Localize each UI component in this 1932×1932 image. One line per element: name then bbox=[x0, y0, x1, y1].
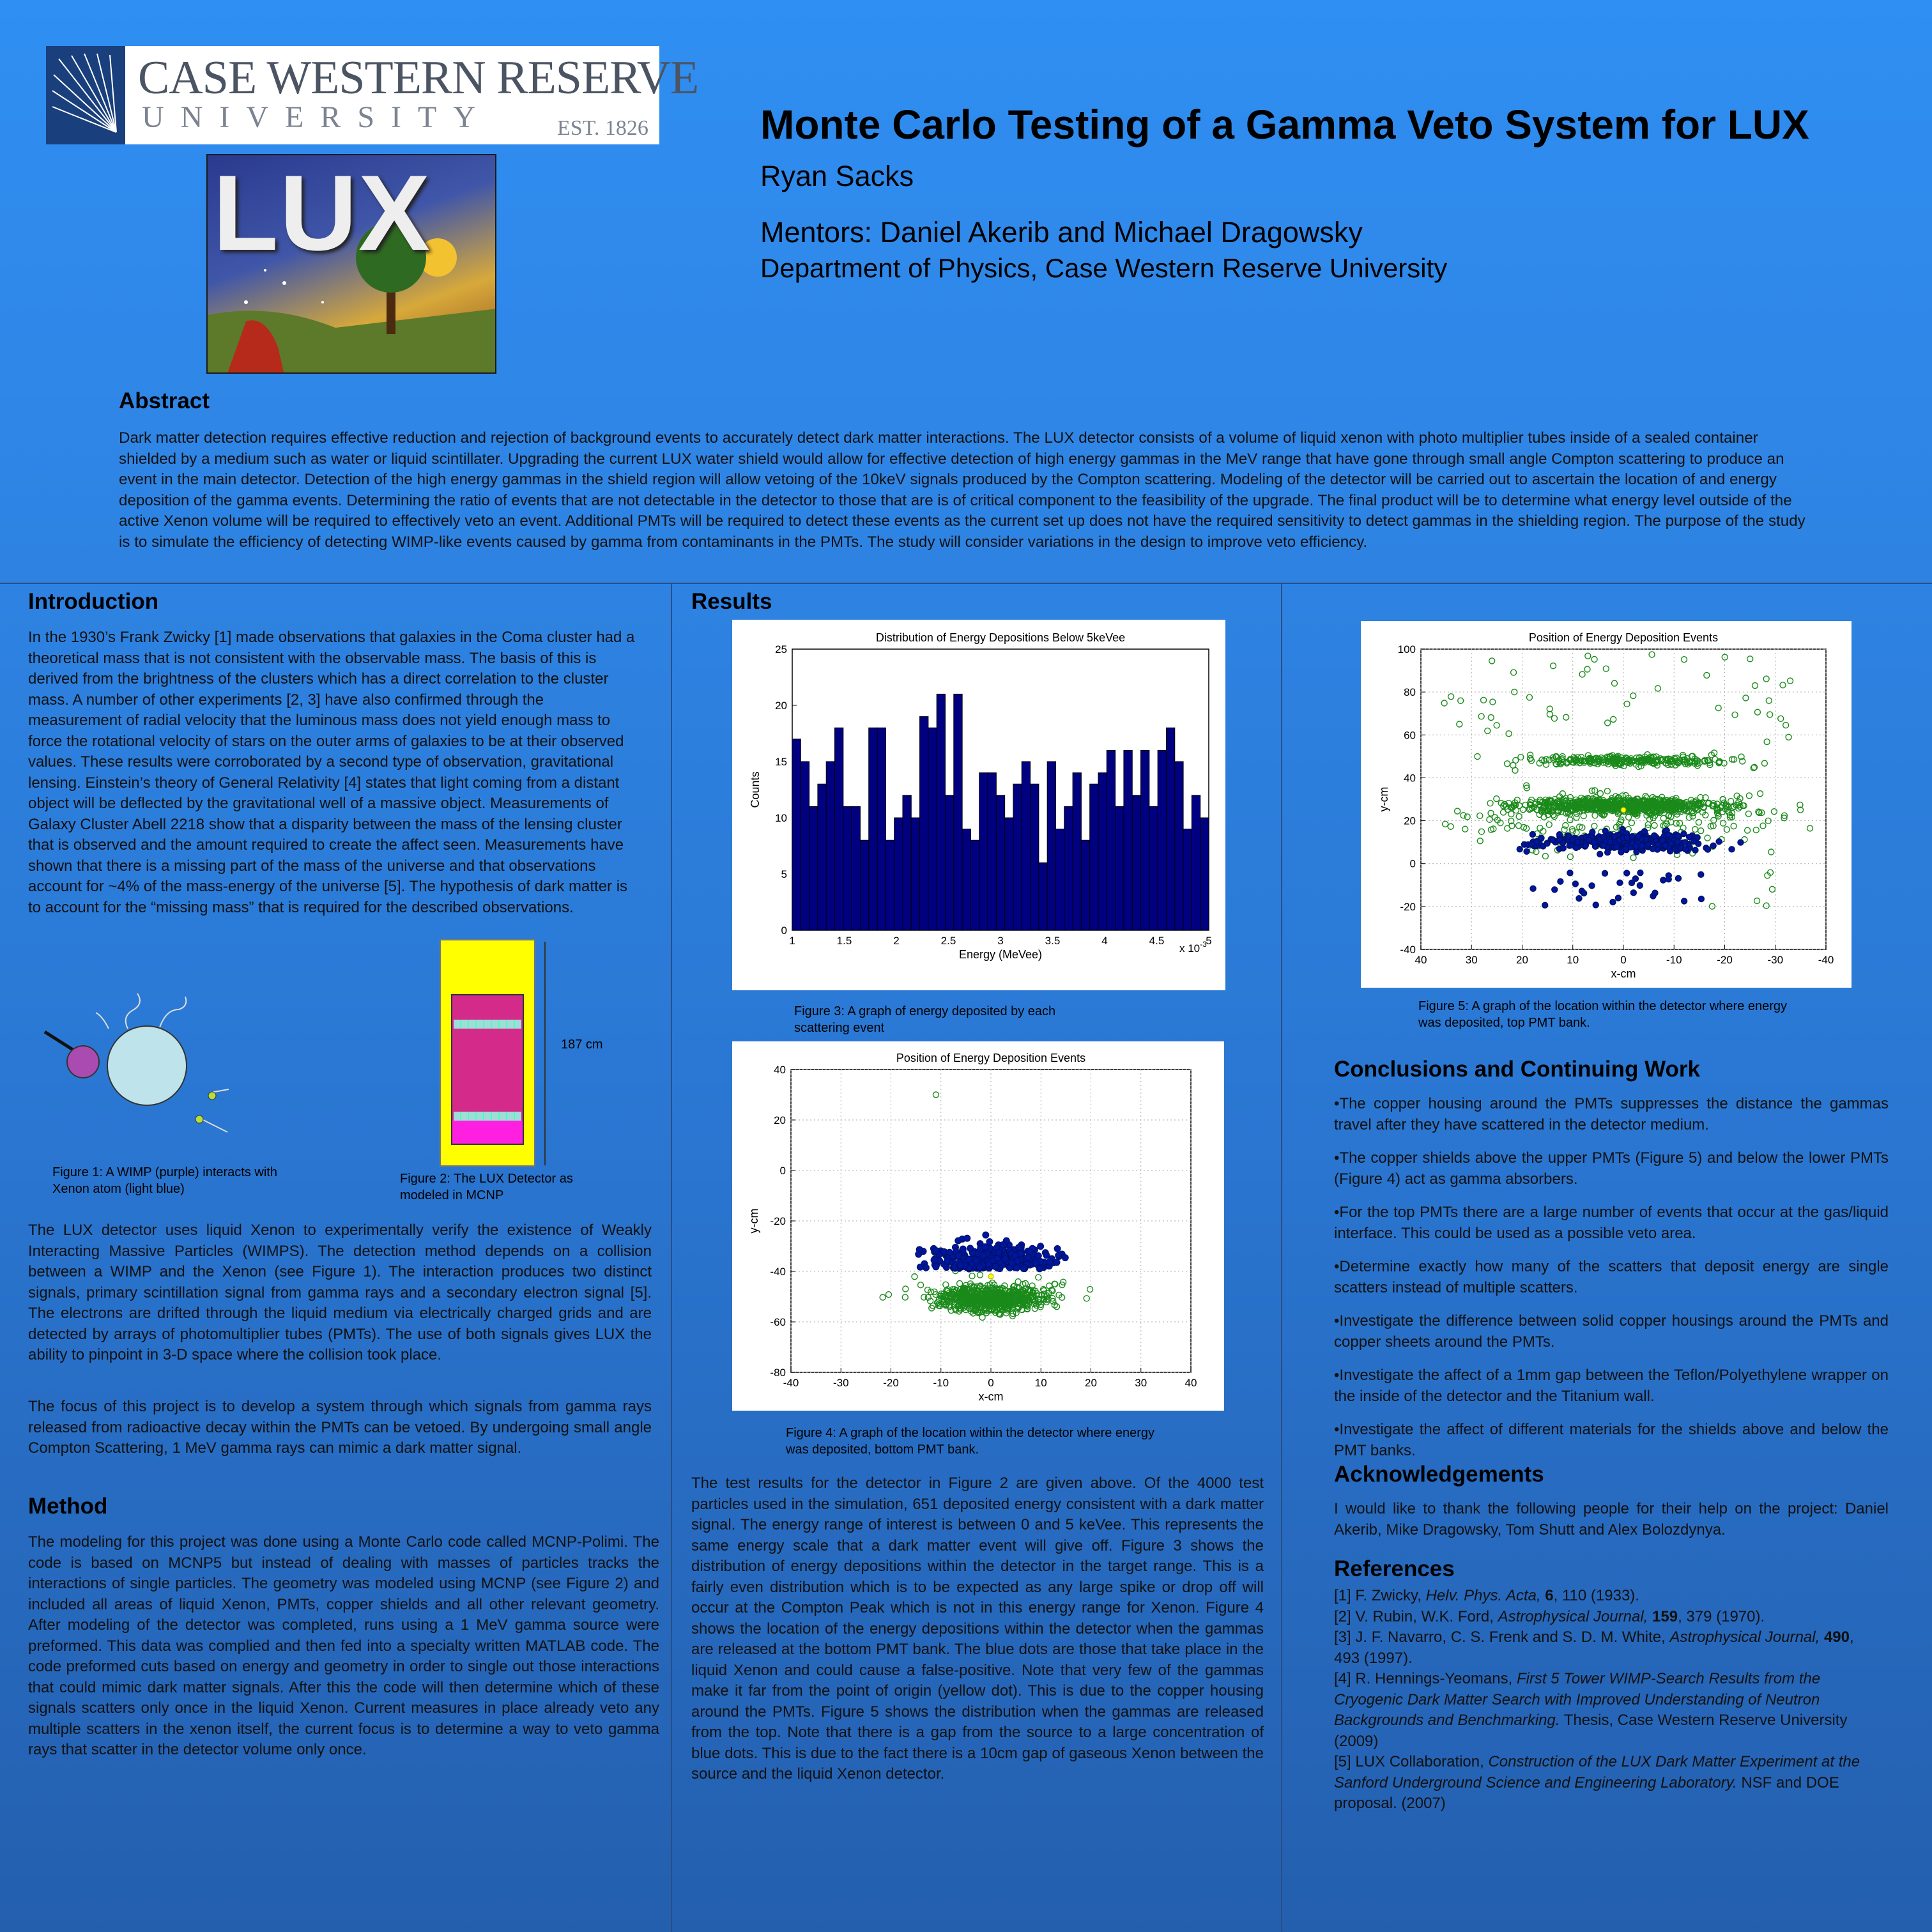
histogram-bar bbox=[996, 795, 1004, 930]
blue-event-point bbox=[1529, 832, 1535, 838]
ref-text: , 493 (1997). bbox=[1334, 1629, 1854, 1667]
blue-event-point bbox=[1636, 833, 1641, 839]
ref-text: [3] J. F. Navarro, C. S. Frenk and S. D. M. White, bbox=[1334, 1629, 1670, 1646]
histogram-bar bbox=[988, 773, 996, 930]
histogram-bar bbox=[903, 795, 911, 930]
blue-event-point bbox=[1650, 846, 1655, 852]
results-text: The test results for the detector in Figure 2 are given above. Of the 4000 test particles used in the simulation, 651 deposited energy consistent with a dark matter signal. The energy range of interest is between 0 and 5 keVee. This represents the same energy scale that a dark matter event will give off. Figure 3 shows the distribution of energy depositions within the detector in the target range. This is a fairly even distribution which is to be expected as any large spike or drop off will occur at the Compton Peak which is not in this energy range for Xenon. Figure 4 shows the location of the energy depositions within the detector when the gammas are released at the bottom PMT bank. The blue dots are those that take place in the liquid Xenon and could cause a false-positive. Note that very few of the gammas make it far from the point of origin (yellow dot). This is due to the copper housing around the PMTs. Figure 5 shows the distribution when the gammas are released from the top. Note that there is a gap from the source to a large concentration of blue dots. This is due to the fact there is a 10cm gap of gaseous Xenon between the source and the liquid Xenon detector. bbox=[691, 1475, 1264, 1782]
histogram-bar bbox=[1107, 750, 1115, 930]
histogram-bar bbox=[911, 818, 919, 930]
ref-title: First 5 Tower WIMP-Search Results from the Cryogenic Dark Matter Search with Improved Understanding of Neutron Backgrounds and Benchmarking. bbox=[1334, 1670, 1821, 1729]
x-tick-label: 20 bbox=[1516, 954, 1528, 966]
histogram-bar bbox=[962, 829, 970, 930]
y-tick-label: 20 bbox=[774, 1114, 786, 1126]
x-tick-label: 3.5 bbox=[1045, 935, 1061, 947]
conclusions-list bbox=[1334, 1094, 1889, 1474]
blue-event-point bbox=[1550, 837, 1556, 843]
blue-event-point bbox=[1552, 887, 1558, 893]
y-tick-label: -80 bbox=[770, 1367, 786, 1379]
x-tick-label: -30 bbox=[1767, 954, 1784, 966]
blue-event-point bbox=[1002, 1255, 1008, 1262]
figure-2-detector-model bbox=[440, 939, 535, 1167]
histogram-bar bbox=[1039, 862, 1047, 930]
x-tick-label: -10 bbox=[933, 1377, 949, 1389]
histogram-bar bbox=[1192, 795, 1200, 930]
conclusion-bullet: •Investigate the affect of a 1mm gap between the Teflon/Polyethylene wrapper on the inside of the detector and the Titanium wall. bbox=[1334, 1367, 1889, 1405]
top-pmt-bank bbox=[454, 1020, 521, 1029]
blue-event-point bbox=[1729, 847, 1735, 852]
blue-event-point bbox=[1597, 851, 1603, 857]
histogram-bar bbox=[843, 806, 852, 930]
blue-event-point bbox=[1652, 890, 1658, 896]
x-tick-label: -30 bbox=[832, 1377, 849, 1389]
blue-event-point bbox=[1681, 831, 1687, 837]
blue-event-point bbox=[1683, 847, 1689, 852]
histogram-svg bbox=[732, 620, 1225, 990]
blue-event-point bbox=[1590, 829, 1595, 835]
x-axis-label: x-cm bbox=[978, 1390, 1004, 1403]
y-tick-label: -40 bbox=[1400, 944, 1416, 956]
histogram-bar bbox=[1013, 784, 1022, 930]
blue-event-point bbox=[1600, 843, 1606, 848]
x-axis-exponent: -3 bbox=[1200, 940, 1207, 949]
blue-event-point bbox=[1015, 1257, 1021, 1264]
x-tick-label: 1.5 bbox=[836, 935, 852, 947]
figure-4-caption: Figure 4: A graph of the location within the detector where energy was deposited, bottom PMT bank. bbox=[786, 1426, 1155, 1457]
blue-event-point bbox=[1566, 834, 1572, 839]
y-tick-label: 25 bbox=[775, 643, 787, 656]
y-tick-label: -60 bbox=[770, 1316, 786, 1328]
blue-event-point bbox=[1530, 885, 1536, 891]
x-tick-label: -20 bbox=[883, 1377, 899, 1389]
conclusion-bullet: •Investigate the difference between solid copper housings around the PMTs and copper sheets around the PMTs. bbox=[1334, 1312, 1889, 1351]
ref-text: NSF and DOE proposal. (2007) bbox=[1334, 1774, 1839, 1812]
blue-event-point bbox=[1529, 841, 1535, 847]
figure-2-caption: Figure 2: The LUX Detector as modeled in MCNP bbox=[400, 1172, 573, 1202]
blue-event-point bbox=[1038, 1243, 1044, 1250]
y-axis-label: y-cm bbox=[747, 1208, 760, 1234]
blue-event-point bbox=[1589, 883, 1595, 889]
x-tick-label: 1 bbox=[789, 935, 795, 947]
histogram-bar bbox=[1090, 784, 1098, 930]
histogram-bar bbox=[920, 717, 928, 930]
blue-event-point bbox=[1705, 847, 1711, 852]
blue-event-point bbox=[933, 1264, 939, 1270]
blue-event-point bbox=[1573, 845, 1579, 850]
divider-col1 bbox=[671, 583, 672, 1932]
blue-event-point bbox=[1015, 1245, 1022, 1251]
reference-5 bbox=[1334, 1752, 1883, 1814]
histogram-bar bbox=[1124, 750, 1132, 930]
blue-event-point bbox=[1593, 902, 1598, 908]
blue-event-point bbox=[973, 1258, 979, 1264]
blue-event-point bbox=[1000, 1241, 1006, 1248]
x-tick-label: 40 bbox=[1414, 954, 1427, 966]
blue-event-point bbox=[1624, 835, 1630, 841]
chart-title: Distribution of Energy Depositions Below 5keVee bbox=[875, 631, 1126, 644]
conclusion-bullet: •The copper housing around the PMTs suppresses the distance the gammas travel after they have scattered in the detector medium. bbox=[1334, 1095, 1889, 1133]
histogram-bar bbox=[1031, 784, 1039, 930]
x-axis-label: x-cm bbox=[1611, 967, 1636, 980]
blue-event-point bbox=[1556, 837, 1562, 843]
ref-journal: Astrophysical Journal, bbox=[1669, 1629, 1820, 1646]
intro-paragraph-2: The LUX detector uses liquid Xenon to experimentally verify the existence of Weakly Interacting Massive Particles (WIMPS). The detection method depends on a collision between a WIMP and the Xenon (see Figure 1). The interaction produces two distinct signals, primary scintillation signal from gamma rays and a secondary electron signal [5]. The electrons are drifted through the liquid medium via electrically charged grids and are detected by arrays of photomultiplier tubes (PMTs). The use of both signals gives LUX the ability to pinpoint in 3-D space where the collision took place. bbox=[28, 1222, 652, 1363]
conclusion-bullet: •The copper shields above the upper PMTs (Figure 5) and below the lower PMTs (Figure 4) act as gamma absorbers. bbox=[1334, 1149, 1889, 1188]
x-tick-label: 10 bbox=[1034, 1377, 1047, 1389]
ref-text: , 379 (1970). bbox=[1678, 1607, 1765, 1625]
x-tick-label: -20 bbox=[1717, 954, 1733, 966]
blue-event-point bbox=[1660, 838, 1666, 843]
blue-event-point bbox=[1054, 1246, 1061, 1252]
x-tick-label: 40 bbox=[1184, 1377, 1197, 1389]
references-list bbox=[1334, 1586, 1883, 1814]
blue-event-point bbox=[1690, 838, 1696, 844]
blue-event-point bbox=[1675, 839, 1680, 845]
histogram-bar bbox=[826, 762, 834, 930]
blue-event-point bbox=[1642, 829, 1648, 834]
blue-event-point bbox=[1716, 839, 1722, 845]
histogram-bar bbox=[970, 840, 979, 930]
blue-event-point bbox=[1666, 877, 1671, 882]
x-tick-label: 30 bbox=[1135, 1377, 1147, 1389]
blue-event-point bbox=[983, 1232, 989, 1238]
histogram-bar bbox=[979, 773, 988, 930]
chart-title: Position of Energy Deposition Events bbox=[896, 1052, 1086, 1064]
cwru-seal-icon bbox=[46, 46, 125, 144]
histogram-bar bbox=[928, 728, 937, 930]
x-tick-label: 4.5 bbox=[1149, 935, 1165, 947]
histogram-bar bbox=[1064, 806, 1073, 930]
blue-event-point bbox=[1043, 1252, 1050, 1259]
histogram-bar bbox=[954, 694, 962, 930]
blue-event-point bbox=[1586, 837, 1591, 843]
blue-event-point bbox=[1054, 1259, 1060, 1266]
blue-event-point bbox=[1738, 839, 1744, 845]
x-tick-label: -40 bbox=[1818, 954, 1834, 966]
reference-1 bbox=[1334, 1586, 1883, 1607]
blue-event-point bbox=[1611, 834, 1617, 839]
blue-event-point bbox=[1020, 1266, 1027, 1272]
histogram-bar bbox=[885, 840, 894, 930]
blue-event-point bbox=[1710, 843, 1716, 848]
histogram-bar bbox=[1022, 762, 1030, 930]
y-tick-label: 80 bbox=[1404, 686, 1416, 699]
x-tick-label: 3 bbox=[997, 935, 1004, 947]
x-tick-label: -40 bbox=[783, 1377, 799, 1389]
y-tick-label: 100 bbox=[1397, 643, 1416, 656]
histogram-bar bbox=[1158, 750, 1166, 930]
method-heading: Method bbox=[28, 1494, 108, 1519]
x-axis-multiplier: x $10^{-3}$ bbox=[1179, 940, 1207, 954]
blue-event-point bbox=[1572, 881, 1578, 887]
blue-event-point bbox=[1581, 891, 1587, 896]
blue-event-point bbox=[1675, 875, 1681, 881]
blue-event-point bbox=[1633, 843, 1639, 849]
blue-event-point bbox=[960, 1246, 966, 1252]
blue-event-point bbox=[1046, 1259, 1052, 1265]
histogram-bar bbox=[1116, 806, 1124, 930]
ref-text: [5] LUX Collaboration, bbox=[1334, 1753, 1489, 1770]
blue-event-point bbox=[1009, 1260, 1015, 1266]
conclusions-heading: Conclusions and Continuing Work bbox=[1334, 1057, 1700, 1082]
blue-event-point bbox=[958, 1262, 964, 1268]
blue-event-point bbox=[955, 1252, 962, 1259]
conclusion-bullet: •For the top PMTs there are a large number of events that occur at the gas/liquid interface. This could be used as a possible veto area. bbox=[1334, 1204, 1889, 1242]
blue-event-point bbox=[1524, 848, 1529, 854]
histogram-bar bbox=[1175, 762, 1183, 930]
ref-text: [2] V. Rubin, W.K. Ford, bbox=[1334, 1607, 1498, 1625]
blue-event-point bbox=[931, 1257, 937, 1263]
blue-event-point bbox=[944, 1258, 950, 1264]
figure-5-caption: Figure 5: A graph of the location within the detector where energy was deposited, top PMT bank. bbox=[1418, 999, 1788, 1030]
author-name: Ryan Sacks bbox=[760, 160, 914, 192]
x-tick-label: 4 bbox=[1101, 935, 1108, 947]
x-tick-label: 20 bbox=[1085, 1377, 1097, 1389]
blue-event-point bbox=[1602, 870, 1607, 876]
blue-event-point bbox=[1660, 877, 1666, 883]
abstract-heading: Abstract bbox=[119, 388, 210, 413]
figure-2-dimension-label: 187 cm bbox=[561, 1038, 603, 1052]
blue-event-point bbox=[1544, 841, 1550, 847]
reference-2 bbox=[1334, 1607, 1883, 1628]
blue-event-point bbox=[1610, 899, 1616, 905]
scatter-bottom-svg bbox=[732, 1041, 1224, 1411]
histogram-bar bbox=[835, 728, 843, 930]
blue-event-point bbox=[1682, 898, 1687, 904]
intro-paragraph-3: The focus of this project is to develop a system through which signals from gamma rays released from radioactive decay within the PMTs can be vetoed. By undergoing small angle Compton Scattering, 1 MeV gamma rays can mimic a dark matter signal. bbox=[28, 1398, 652, 1457]
conclusion-bullet: •Investigate the affect of different materials for the shields above and below the PMT banks. bbox=[1334, 1421, 1889, 1459]
y-tick-label: 0 bbox=[779, 1165, 786, 1177]
histogram-bar bbox=[1005, 818, 1013, 930]
figure-1-caption: Figure 1: A WIMP (purple) interacts with Xenon atom (light blue) bbox=[52, 1165, 277, 1196]
blue-event-point bbox=[977, 1264, 983, 1271]
scatter-top-svg bbox=[1361, 621, 1851, 988]
histogram-bar bbox=[1141, 750, 1149, 930]
blue-event-point bbox=[1062, 1255, 1068, 1261]
poster-title: Monte Carlo Testing of a Gamma Veto System for LUX bbox=[760, 102, 1809, 148]
blue-event-point bbox=[917, 1264, 923, 1270]
histogram-bar bbox=[860, 840, 868, 930]
ref-volume: 159 bbox=[1648, 1607, 1678, 1625]
y-axis-label: Counts bbox=[749, 771, 762, 808]
histogram-bar bbox=[1081, 840, 1089, 930]
conclusion-bullet: •Determine exactly how many of the scatters that deposit energy are single scatters instead of multiple scatters. bbox=[1334, 1258, 1889, 1296]
blue-event-point bbox=[1576, 896, 1582, 901]
department: Department of Physics, Case Western Reserve University bbox=[760, 253, 1448, 283]
lux-logo bbox=[206, 154, 496, 374]
figure-3-caption: Figure 3: A graph of energy deposited by each scattering event bbox=[794, 1004, 1056, 1035]
blue-event-point bbox=[1617, 880, 1623, 885]
histogram-bar bbox=[1183, 829, 1192, 930]
lower-shield bbox=[452, 1121, 523, 1144]
figure-4-scatter bbox=[732, 1041, 1224, 1411]
blue-event-point bbox=[1624, 870, 1630, 876]
blue-event-point bbox=[1055, 1252, 1062, 1259]
blue-event-point bbox=[966, 1256, 972, 1262]
x-tick-label: 30 bbox=[1465, 954, 1478, 966]
ref-text: , 110 (1933). bbox=[1553, 1587, 1639, 1604]
y-axis-label: y-cm bbox=[1377, 786, 1390, 812]
blue-event-point bbox=[1618, 849, 1624, 855]
ref-journal: Astrophysical Journal, bbox=[1498, 1607, 1648, 1625]
blue-event-point bbox=[1637, 870, 1643, 876]
histogram-bar bbox=[818, 784, 826, 930]
blue-event-point bbox=[1652, 832, 1657, 838]
blue-event-point bbox=[1630, 890, 1636, 896]
cwru-est: EST. 1826 bbox=[557, 116, 648, 140]
blue-event-point bbox=[946, 1249, 953, 1255]
blue-event-point bbox=[992, 1264, 999, 1270]
x-tick-label: 2.5 bbox=[940, 935, 956, 947]
histogram-bar bbox=[801, 762, 809, 930]
histogram-bar bbox=[937, 694, 945, 930]
blue-event-point bbox=[1032, 1260, 1039, 1266]
histogram-bar bbox=[1200, 818, 1209, 930]
detector-vessel bbox=[451, 994, 524, 1145]
blue-event-point bbox=[1558, 878, 1563, 884]
histogram-bar bbox=[792, 739, 801, 930]
y-tick-label: -20 bbox=[770, 1215, 786, 1227]
blue-event-point bbox=[1025, 1254, 1031, 1261]
ref-volume: 6 bbox=[1540, 1587, 1554, 1604]
reference-3 bbox=[1334, 1627, 1883, 1669]
blue-event-point bbox=[994, 1255, 1000, 1262]
acknowledgements-heading: Acknowledgements bbox=[1334, 1462, 1544, 1487]
blue-event-point bbox=[1675, 833, 1681, 839]
figure-1-wimp-diagram bbox=[38, 984, 243, 1137]
blue-event-point bbox=[1602, 828, 1608, 834]
blue-event-point bbox=[964, 1235, 970, 1241]
ref-volume: 490 bbox=[1823, 1629, 1850, 1646]
dimension-line bbox=[544, 942, 546, 1165]
histogram-bar bbox=[1055, 829, 1064, 930]
intro-text: In the 1930’s Frank Zwicky [1] made observations that galaxies in the Coma cluster had a theoretical mass that is not consistent with the observable mass. The basis of this is derived from the brightness of the clusters which has a direct correlation to the cluster mass. A number of other experiments [2, 3] have also confirmed through the measurement of radial velocity that the luminous mass does not yield enough mass to force the rotational velocity of stars on the outer arms of galaxies to be at their observed values. These results were corroborated by a second type of observation, gravitational lensing. Einstein’s theory of General Relativity [4] states that light coming from a distant object will be deflected by the gravitational well of a massive object. Measurements of Galaxy Cluster Abell 2218 show that a disparity between the mass of the lensing cluster that is observed and the amount required to create the affect seen. Measurements have shown that there is a missing part of the mass of the universe and that observations account for ~4% of the mass-energy of the universe [5]. The hypothesis of dark matter is to account for the “missing mass” that is required for the described observations. bbox=[28, 629, 635, 916]
histogram-bar bbox=[869, 728, 877, 930]
divider-horizontal bbox=[0, 583, 1932, 584]
histogram-bar bbox=[1047, 762, 1055, 930]
blue-event-point bbox=[933, 1248, 940, 1254]
ref-text: Thesis, Case Western Reserve University (2009) bbox=[1334, 1712, 1848, 1750]
blue-event-point bbox=[955, 1238, 962, 1244]
y-tick-label: 10 bbox=[775, 812, 787, 824]
blue-event-point bbox=[1560, 845, 1566, 851]
blue-event-point bbox=[1639, 843, 1644, 849]
blue-event-point bbox=[1668, 841, 1674, 847]
blue-event-point bbox=[1542, 902, 1548, 908]
x-tick-label: 5 bbox=[1206, 935, 1212, 947]
histogram-bar bbox=[877, 728, 885, 930]
histogram-bar bbox=[1149, 806, 1158, 930]
blue-event-point bbox=[1567, 870, 1573, 876]
y-tick-label: 60 bbox=[1404, 729, 1416, 742]
x-tick-label: 0 bbox=[1620, 954, 1627, 966]
x-tick-label: 10 bbox=[1567, 954, 1579, 966]
histogram-bar bbox=[1166, 728, 1174, 930]
histogram-bar bbox=[1073, 773, 1081, 930]
cwru-university: UNIVERSITY bbox=[142, 100, 492, 134]
y-tick-label: 5 bbox=[781, 868, 787, 880]
y-tick-label: 20 bbox=[1404, 815, 1416, 827]
blue-event-point bbox=[1682, 839, 1688, 845]
blue-event-point bbox=[1605, 850, 1611, 855]
blue-event-point bbox=[1632, 876, 1638, 882]
histogram-bar bbox=[946, 795, 954, 930]
histogram-bar bbox=[809, 806, 818, 930]
y-tick-label: 40 bbox=[774, 1064, 786, 1076]
cwru-logo bbox=[46, 46, 699, 144]
blue-event-point bbox=[1698, 896, 1704, 901]
source-point bbox=[988, 1274, 993, 1279]
lux-logo-text: LUX bbox=[213, 154, 431, 273]
blue-event-point bbox=[1601, 834, 1607, 840]
blue-event-point bbox=[1614, 844, 1620, 850]
ref-text: [1] F. Zwicky, bbox=[1334, 1587, 1426, 1604]
mentors: Mentors: Daniel Akerib and Michael Dragowsky bbox=[760, 216, 1363, 249]
x-tick-label: 2 bbox=[893, 935, 900, 947]
abstract-text: Dark matter detection requires effective reduction and rejection of background events to accurately detect dark matter interactions. The LUX detector consists of a volume of liquid xenon with photo multiplier tubes inside of a sealed container shielded by a medium such as water or liquid scintillater. Upgrading the current LUX water shield would allow for effective detection of high energy gammas in the MeV range that have gone through small angle Compton scattering to produce an event in the main detector. Detection of the high energy gammas in the shield region will allow vetoing of the 10keV signals produced by the Compton scattering. Modeling of the detector will be carried out to ascertain the location of and energy deposition of the gamma events. Determining the ratio of events that are not detectable in the detector to those that are is of critical component to the feasibility of the upgrade. The final product will be to determine what energy level outside of the active Xenon volume will be required to effectively veto an event. Additional PMTs will be required to detect these events as the current set up does not have the required sensitivity to detect gammas in the shielding region. The purpose of the study is to simulate the efficiency of detecting WIMP-like events caused by gamma from contaminants in the PMTs. The study will consider variations in the design to improve veto efficiency. bbox=[119, 429, 1805, 551]
y-tick-label: -40 bbox=[770, 1266, 786, 1278]
ref-journal: Helv. Phys. Acta, bbox=[1425, 1587, 1541, 1604]
y-tick-label: 0 bbox=[781, 924, 787, 937]
blue-event-point bbox=[980, 1252, 986, 1259]
x-tick-label: -10 bbox=[1666, 954, 1682, 966]
references-heading: References bbox=[1334, 1556, 1455, 1581]
blue-event-point bbox=[1662, 843, 1668, 848]
source-point bbox=[1621, 808, 1626, 813]
histogram-bar bbox=[852, 806, 860, 930]
figure-5-scatter bbox=[1361, 621, 1851, 988]
intro-heading: Introduction bbox=[28, 589, 159, 614]
y-tick-label: 20 bbox=[775, 700, 787, 712]
acknowledgements-text: I would like to thank the following people for their help on the project: Daniel Akerib, Mike Dragowsky, Tom Shutt and Alex Bolozdynya. bbox=[1334, 1500, 1889, 1538]
x-tick-label: 0 bbox=[988, 1377, 994, 1389]
y-tick-label: 0 bbox=[1409, 857, 1416, 870]
results-heading: Results bbox=[691, 589, 772, 614]
histogram-bar bbox=[894, 818, 903, 930]
method-text: The modeling for this project was done using a Monte Carlo code called MCNP-Polimi. The code is based on MCNP5 but instead of dealing with masses of particles tracks the interactions of single particles. The geometry was modeled using MCNP (see Figure 2) and included all areas of liquid Xenon, PMTs, copper shields and all other relevant geometry. After modeling of the detector was completed, runs using a 1 MeV gamma source were preformed. This data was complied and then fed into a specialty written MATLAB code. The code preformed cuts based on energy and geometry in order to single out those interactions that could mimic dark matter signals. After this the code will then determine which of these signals scatters only once in the liquid Xenon. Current measures in place already veto any multiple scatters in the xenon itself, the current focus is to determine a way to veto gamma rays that scatter in the detector volume only once. bbox=[28, 1533, 659, 1758]
figure-3-histogram bbox=[732, 620, 1225, 990]
blue-event-point bbox=[923, 1264, 929, 1271]
histogram-bar bbox=[1132, 795, 1140, 930]
reference-4 bbox=[1334, 1669, 1883, 1752]
blue-event-point bbox=[986, 1239, 993, 1245]
blue-event-point bbox=[982, 1244, 988, 1250]
blue-event-point bbox=[1698, 871, 1704, 877]
y-tick-label: 15 bbox=[775, 756, 787, 768]
cwru-name: CASE WESTERN RESERVE bbox=[138, 52, 699, 104]
ref-text: [4] R. Hennings-Yeomans, bbox=[1334, 1670, 1517, 1687]
blue-event-point bbox=[1615, 895, 1621, 901]
blue-event-point bbox=[1692, 847, 1698, 853]
blue-event-point bbox=[1666, 832, 1671, 838]
x-axis-label: Energy (MeVee) bbox=[958, 948, 1043, 961]
y-tick-label: -20 bbox=[1400, 900, 1416, 913]
blue-event-point bbox=[1013, 1265, 1020, 1271]
chart-title: Position of Energy Deposition Events bbox=[1528, 631, 1719, 644]
ref-title: Construction of the LUX Dark Matter Experiment at the Sanford Underground Science and Engineering Laboratory. bbox=[1334, 1753, 1860, 1791]
blue-event-point bbox=[916, 1251, 922, 1257]
blue-event-point bbox=[1575, 839, 1581, 845]
blue-event-point bbox=[1517, 847, 1522, 852]
histogram-bar bbox=[1098, 773, 1107, 930]
blue-event-point bbox=[1687, 834, 1692, 840]
divider-col2 bbox=[1281, 583, 1282, 1932]
blue-event-point bbox=[967, 1245, 974, 1252]
blue-event-point bbox=[1637, 882, 1643, 888]
y-tick-label: 40 bbox=[1404, 772, 1416, 785]
bottom-pmt-bank bbox=[454, 1112, 521, 1121]
